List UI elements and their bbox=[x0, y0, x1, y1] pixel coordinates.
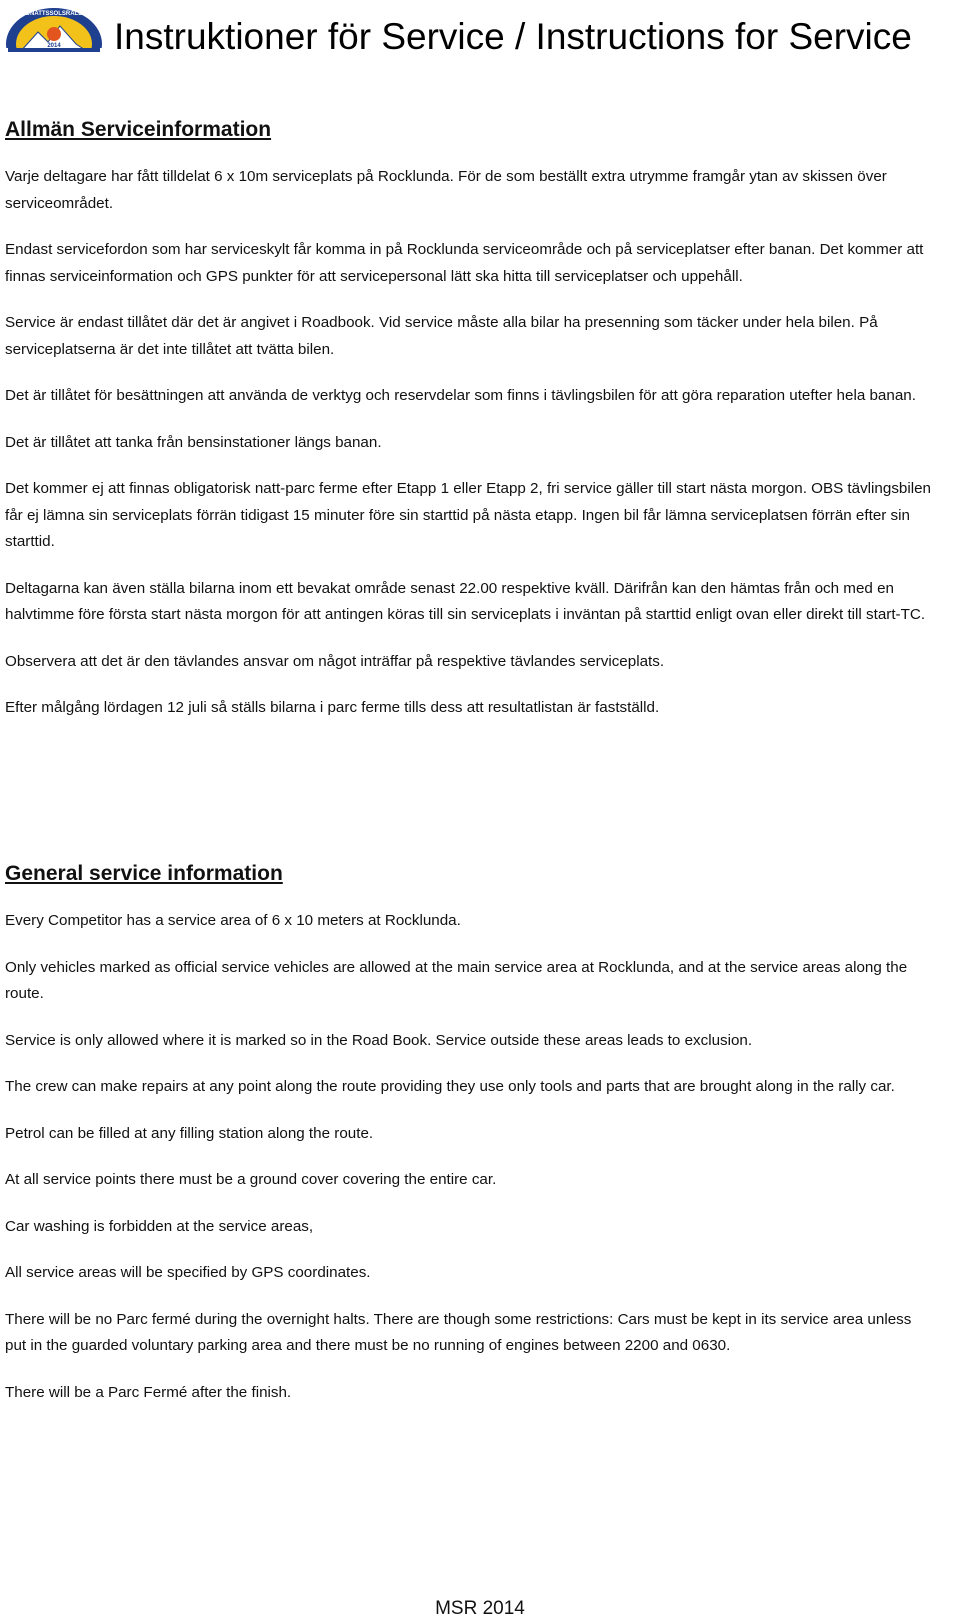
rally-logo bbox=[4, 4, 104, 66]
sv-paragraph-9: Efter målgång lördagen 12 juli så ställs bilarna i parc ferme tills dess att resultatlistan är fastställd. bbox=[5, 699, 660, 716]
english-heading: General service information bbox=[5, 862, 283, 885]
en-paragraph-8: All service areas will be specified by GPS coordinates. bbox=[5, 1264, 371, 1281]
page-title: Instruktioner för Service / Instructions for Service bbox=[114, 16, 912, 57]
sv-paragraph-2: Endast servicefordon som har serviceskylt får komma in på Rocklunda serviceområde och på serviceplatser efter banan. Det kommer att finnas serviceinformation och GPS punkter för att servicepersonal lätt ska hitta till serviceplatser och uppehåll. bbox=[5, 241, 924, 285]
sv-paragraph-8: Observera att det är den tävlandes ansvar om något inträffar på respektive tävlandes serviceplats. bbox=[5, 652, 665, 670]
logo-year: 2014 bbox=[47, 43, 61, 49]
en-paragraph-1: Every Competitor has a service area of 6 x 10 meters at Rocklunda. bbox=[5, 912, 461, 929]
sv-paragraph-1: Varje deltagare har fått tilldelat 6 x 10m serviceplats på Rocklunda. För de som beställt extra utrymme framgår ytan av skissen över serviceområdet. bbox=[5, 168, 887, 212]
en-paragraph-7: Car washing is forbidden at the service areas, bbox=[5, 1217, 314, 1235]
en-paragraph-2: Only vehicles marked as official service vehicles are allowed at the main service area at Rocklunda, and at the service areas along the route. bbox=[5, 958, 908, 1002]
page-header bbox=[0, 0, 960, 80]
en-paragraph-6: At all service points there must be a ground cover covering the entire car. bbox=[5, 1171, 497, 1188]
sv-paragraph-3: Service är endast tillåtet där det är angivet i Roadbook. Vid service måste alla bilar ha presenning som täcker under hela bilen. På serviceplatserna är det inte tillåtet att tvätta bilen. bbox=[5, 314, 878, 358]
sv-paragraph-4: Det är tillåtet för besättningen att använda de verktyg och reservdelar som finns i tävlingsbilen för att göra reparation utefter hela banan. bbox=[5, 387, 916, 404]
en-paragraph-9: There will be no Parc fermé during the overnight halts. There are though some restrictions: Cars must be kept in its service area unless put in the guarded voluntary parking area and there must be no running of engines between 2200 and 0630. bbox=[5, 1310, 912, 1354]
swedish-section bbox=[5, 118, 935, 722]
page-footer: MSR 2014 bbox=[435, 1598, 525, 1619]
en-paragraph-3: Service is only allowed where it is marked so in the Road Book. Service outside these areas leads to exclusion. bbox=[5, 1031, 753, 1049]
sv-paragraph-6: Det kommer ej att finnas obligatorisk natt-parc ferme efter Etapp 1 eller Etapp 2, fri service gäller till start nästa morgon. OBS tävlingsbilen får ej lämna sin serviceplats förrän tidigast 15 minuter före sin starttid på nästa etapp. Ingen bil får lämna serviceplatsen förrän efter sin starttid. bbox=[5, 480, 932, 550]
en-paragraph-5: Petrol can be filled at any filling station along the route. bbox=[5, 1124, 374, 1142]
swedish-heading: Allmän Serviceinformation bbox=[5, 118, 272, 141]
sv-paragraph-5: Det är tillåtet att tanka från bensinstationer längs banan. bbox=[5, 433, 382, 451]
en-paragraph-4: The crew can make repairs at any point along the route providing they use only tools and parts that are brought along in the rally car. bbox=[5, 1078, 895, 1095]
sv-paragraph-7: Deltagarna kan även ställa bilarna inom ett bevakat område senast 22.00 respektive kväll. Därifrån kan den hämtas från och med en halvtimme före första start nästa morgon för att antingen köras till sin serviceplats i inväntan på starttid enligt ovan eller direkt till start-TC. bbox=[5, 579, 926, 623]
logo-text: MIDNATTSSOLSRALLYT bbox=[19, 11, 89, 17]
english-section bbox=[5, 862, 935, 1406]
en-paragraph-10: There will be a Parc Fermé after the finish. bbox=[5, 1383, 292, 1401]
